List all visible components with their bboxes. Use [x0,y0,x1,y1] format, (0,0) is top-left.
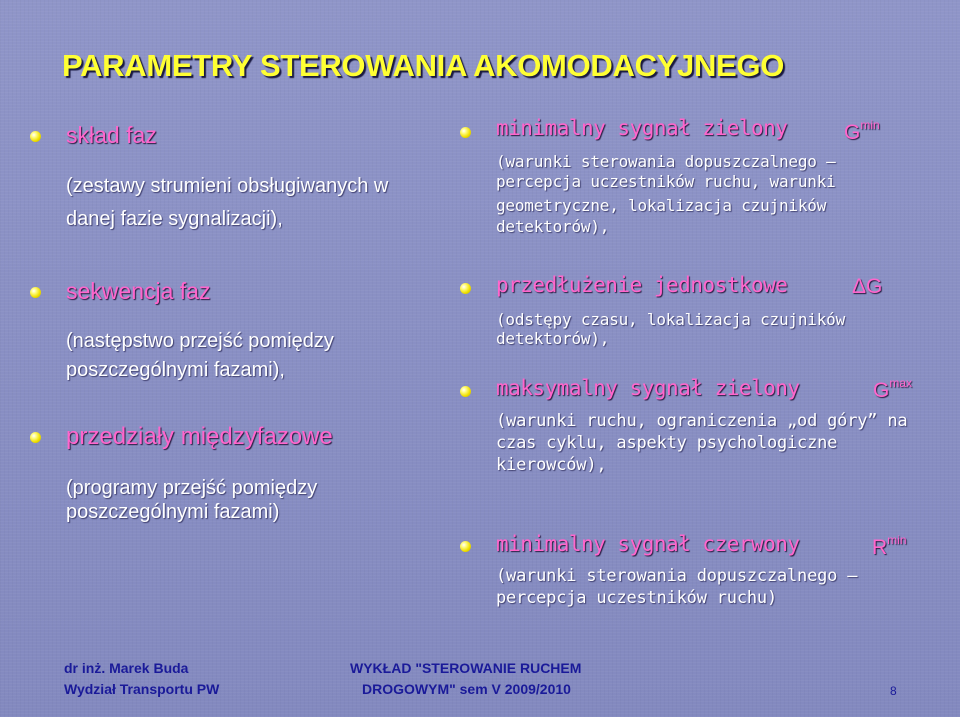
right-desc-1-line-1: (warunki sterowania dopuszczalnego – [496,152,836,171]
right-desc-4-line-2: percepcja uczestników ruchu) [496,588,777,608]
right-symbol-2: ΔG [852,275,883,298]
left-desc-1-line-2: danej fazie sygnalizacji), [66,208,283,230]
right-symbol-1: $G^{min}$ [844,118,880,144]
right-symbol-3: $G^{max}$ [873,376,913,402]
bullet-icon [460,127,471,138]
bullet-icon [30,287,41,298]
right-desc-1-line-4: detektorów), [496,217,610,236]
footer-lecture-line-1: WYKŁAD "STEROWANIE RUCHEM [350,660,582,676]
bullet-icon [30,432,41,443]
right-desc-3-line-2: czas cyklu, aspekty psychologiczne [496,433,838,453]
footer-author: dr inż. Marek Buda [64,660,189,676]
left-heading-1: skład faz [66,122,157,148]
right-desc-3-line-3: kierowców), [496,455,607,475]
right-heading-1: minimalny sygnał zielony [496,116,788,140]
right-desc-1-line-2: percepcja uczestników ruchu, warunki [496,172,836,191]
slide-title: PARAMETRY STEROWANIA AKOMODACYJNEGO [62,48,785,83]
bullet-icon [460,386,471,397]
left-desc-3-line-2: poszczególnymi fazami) [66,501,280,523]
right-heading-3: maksymalny sygnał zielony [496,376,800,400]
left-desc-2-line-2: poszczególnymi fazami), [66,359,285,381]
page-number: 8 [890,684,897,698]
bullet-icon [460,283,471,294]
left-desc-3-line-1: (programy przejść pomiędzy [66,477,318,499]
right-desc-2-line-1: (odstępy czasu, lokalizacja czujników [496,310,846,329]
left-desc-2-line-1: (następstwo przejść pomiędzy [66,330,334,352]
bullet-icon [30,131,41,142]
right-symbol-4: $R^{min}$ [872,533,907,559]
left-desc-1-line-1: (zestawy strumieni obsługiwanych w [66,175,389,197]
right-desc-4-line-1: (warunki sterowania dopuszczalnego – [496,566,858,586]
right-desc-3-line-1: (warunki ruchu, ograniczenia „od góry” na [496,411,908,431]
bullet-icon [460,541,471,552]
right-desc-1-line-3: geometryczne, lokalizacja czujników [496,196,827,215]
footer-lecture-line-2: DROGOWYM" sem V 2009/2010 [362,681,571,697]
left-heading-2: sekwencja faz [66,278,211,304]
right-heading-4: minimalny sygnał czerwony [496,532,800,556]
footer-faculty: Wydział Transportu PW [64,681,220,697]
right-heading-2: przedłużenie jednostkowe [496,273,788,297]
right-desc-2-line-2: detektorów), [496,329,610,348]
left-heading-3: przedziały międzyfazowe [66,423,333,450]
